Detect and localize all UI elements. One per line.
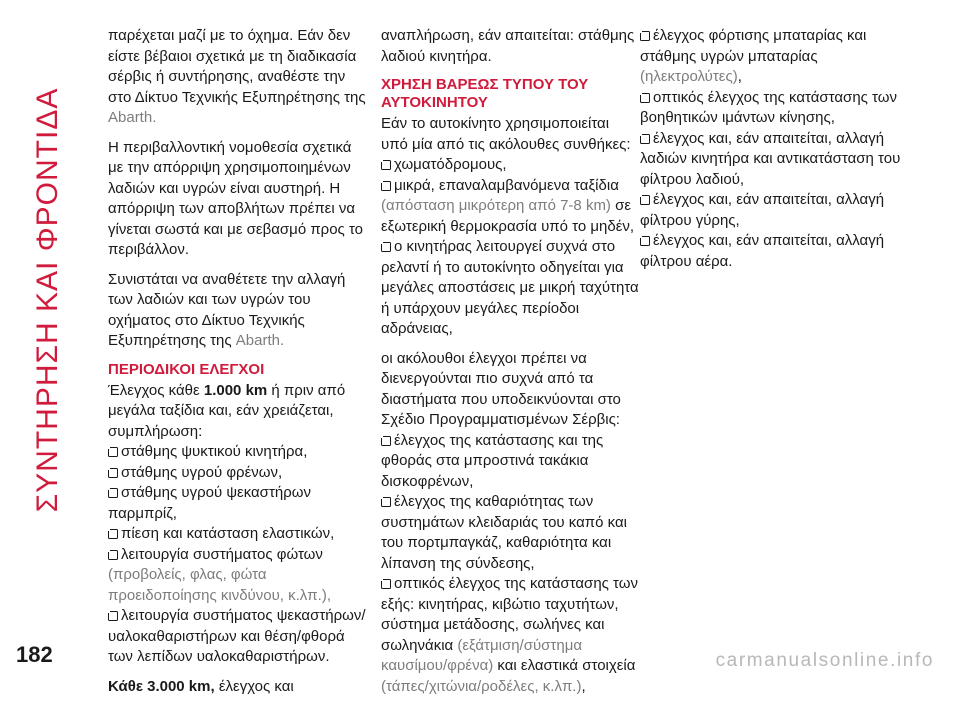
heading-periodic-checks: ΠΕΡΙΟΔΙΚΟΙ ΕΛΕΓΧΟΙ <box>108 360 265 378</box>
list-item: έλεγχος και, εάν απαιτείται, αλλαγή φίλτρου αέρα. <box>640 232 885 270</box>
paragraph-service-advice: παρέχεται μαζί με το όχημα. Εάν δεν είστε βέβαιοι σχετικά με τη διαδικασία σέρβις ή συντήρησης, αναθέστε την στο Δίκτυο Τεχνικής Εξυπηρέτησης της Abarth. <box>108 27 366 126</box>
list-item: λειτουργία συστήματος φώτων (προβολείς, φλας, φώτα προειδοποίησης κινδύνου, κ.λπ.), <box>108 545 331 604</box>
list-item: στάθμης υγρού ψεκαστήρων παρμπρίζ, <box>108 484 311 522</box>
checkbox-bullet-icon <box>381 497 391 507</box>
column-1 <box>108 26 366 706</box>
paragraph-recommendation: Συνιστάται να αναθέτετε την αλλαγή των λαδιών και των υγρών του οχήματος στο Δίκτυο Τεχνικής Εξυπηρέτησης της Abarth. <box>108 270 346 349</box>
checkbox-bullet-icon <box>640 195 650 205</box>
list-item: στάθμης υγρού φρένων, <box>108 463 366 484</box>
list-item: έλεγχος φόρτισης μπαταρίας και στάθμης υγρών μπαταρίας (ηλεκτρολύτες), <box>640 27 867 85</box>
paragraph-frequent-checks: οι ακόλουθοι έλεγχοι πρέπει να διενεργούνται πιο συχνά από τα διαστήματα που υποδεικνύονται στο Σχέδιο Προγραμματισμένων Σέρβις: <box>381 349 621 428</box>
checkbox-bullet-icon <box>381 242 391 252</box>
checkbox-bullet-icon <box>108 611 118 621</box>
checkbox-bullet-icon <box>381 579 391 589</box>
list-item: χωματόδρομους, <box>381 155 639 176</box>
list-item: οπτικός έλεγχος της κατάστασης των βοηθητικών ιμάντων κίνησης, <box>640 88 897 126</box>
checkbox-bullet-icon <box>381 436 391 446</box>
list-item: στάθμης ψυκτικού κινητήρα, <box>108 442 366 463</box>
list-item: έλεγχος της καθαριότητας των συστημάτων κλειδαριάς του καπό και του πορτμπαγκάζ, καθαριότητα και λίπανση της σύνδεσης, <box>381 493 627 572</box>
checkbox-bullet-icon <box>108 488 118 498</box>
list-item: μικρά, επαναλαμβανόμενα ταξίδια (απόσταση μικρότερη από 7-8 km) σε εξωτερική θερμοκρασία υπό το μηδέν, <box>381 176 635 235</box>
checkbox-bullet-icon <box>108 550 118 560</box>
paragraph-environment: Η περιβαλλοντική νομοθεσία σχετικά με την απόρριψη χρησιμοποιημένων λαδιών και υγρών είναι αυστηρή. Η απόρριψη των αποβλήτων πρέπει να γίνεται σωστά και με σεβασμό προς το περιβάλλον. <box>108 138 363 258</box>
section-side-title: ΣΥΝΤΗΡΗΣΗ ΚΑΙ ΦΡΟΝΤΙΔΑ <box>31 87 64 513</box>
brand-name: Abarth. <box>235 332 285 349</box>
checkbox-bullet-icon <box>640 134 650 144</box>
paragraph-oil-level: αναπλήρωση, εάν απαιτείται: στάθμης λαδιού κινητήρα. <box>381 27 635 65</box>
list-item: οπτικός έλεγχος της κατάστασης των εξής: κινητήρας, κιβώτιο ταχυτήτων, σύστημα μετάδοσης, σωλήνες και σωληνάκια (εξάτμιση/σύστημα καυσίμου/φρένα) και ελαστικά στοιχεία (τάπες/χιτώνια/ροδέλες, κ.λπ.), <box>381 575 638 695</box>
paragraph-check-intro: Έλεγχος κάθε 1.000 km ή πριν από μεγάλα ταξίδια και, εάν χρειάζεται, συμπλήρωση: <box>108 381 346 440</box>
checkbox-bullet-icon <box>640 236 650 246</box>
list-item: έλεγχος της κατάστασης και της φθοράς στα μπροστινά τακάκια δισκοφρένων, <box>381 431 604 490</box>
watermark: carmanualsonline.info <box>715 650 934 671</box>
checkbox-bullet-icon <box>108 468 118 478</box>
list-item: έλεγχος και, εάν απαιτείται, αλλαγή φίλτρου γύρης, <box>640 191 885 229</box>
checkbox-bullet-icon <box>640 93 650 103</box>
column-3 <box>640 26 902 272</box>
paragraph-3000km: Κάθε 3.000 km, έλεγχος και <box>108 677 294 695</box>
list-item: λειτουργία συστήματος ψεκαστήρων/υαλοκαθαριστήρων και θέση/φθορά των λεπίδων υαλοκαθαριστήρων. <box>108 607 366 665</box>
brand-name: Abarth. <box>108 109 157 126</box>
checkbox-bullet-icon <box>108 447 118 457</box>
list-item: έλεγχος και, εάν απαιτείται, αλλαγή λαδιών κινητήρα και αντικατάσταση του φίλτρου λαδιού, <box>640 129 901 188</box>
column-2 <box>381 26 639 697</box>
heading-heavy-use: ΧΡΗΣΗ ΒΑΡΕΩΣ ΤΥΠΟΥ ΤΟΥ ΑΥΤΟΚΙΝΗΤΟΥ <box>381 76 589 111</box>
checkbox-bullet-icon <box>381 181 391 191</box>
list-item: ο κινητήρας λειτουργεί συχνά στο ρελαντί ή το αυτοκίνητο οδηγείται για μεγάλες αποστάσεις με μικρή ταχύτητα ή υπάρχουν μεγάλες περίοδοι αδράνειας, <box>381 238 639 337</box>
list-item: πίεση και κατάσταση ελαστικών, <box>108 524 366 545</box>
checkbox-bullet-icon <box>108 529 118 539</box>
page-number: 182 <box>16 642 53 667</box>
checkbox-bullet-icon <box>381 160 391 170</box>
checkbox-bullet-icon <box>640 31 650 41</box>
paragraph-heavy-intro: Εάν το αυτοκίνητο χρησιμοποιείται υπό μία από τις ακόλουθες συνθήκες: <box>381 115 631 153</box>
